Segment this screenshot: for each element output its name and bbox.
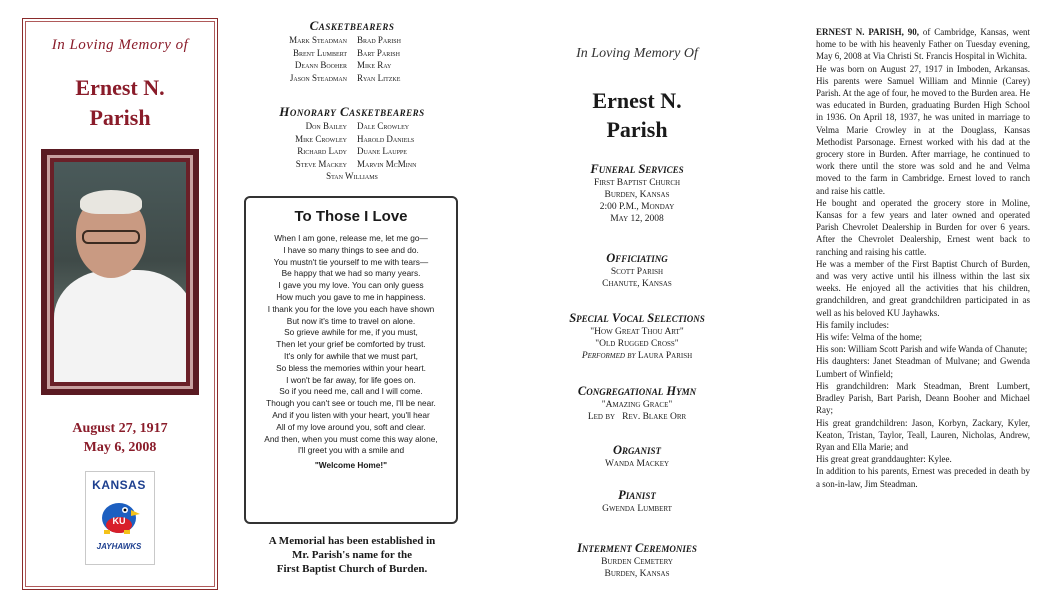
- poem-line: So if you need me, call and I will come.: [279, 386, 423, 397]
- obituary-paragraph: His grandchildren: Mark Steadman, Brent Lumbert, Bradley Parish, Bart Parish, Deann Booher and Michael Ray;: [816, 380, 1030, 416]
- poem-title: To Those I Love: [294, 208, 408, 225]
- obituary-paragraph: He was a member of the First Baptist Church of Burden, and was very active until his illness within the last six weeks. He enjoyed all the activities that his children, grandchildren, and great grandchildren participated in as well as his beloved KU Jayhawks.: [816, 258, 1030, 318]
- obituary-paragraph: He was born on August 27, 1917 in Imboden, Arkansas. His parents were Samuel William and Minnie (Carey) Parish. At the age of four, he moved to the Burden area. He was educated in Burden, graduating Burden High School in 1936. On April 18, 1937, he was united in marriage to Velma Marie Crowley in at the Douglass, Kansas Methodist Parsonage. Ernest worked with his dad at the grocery store in Burden. After marriage, he continued to work there until the store was sold and he and Velma moved to the farm in Cambridge. Ernest loved to ranch and raise his cattle.: [816, 63, 1030, 196]
- memorial-note: A Memorial has been established in Mr. Parish's name for the First Baptist Church of Burden.: [268, 535, 436, 575]
- program-panel: [520, 0, 754, 598]
- poem-line: I gave you my love. You can only guess: [278, 280, 424, 291]
- portrait-frame: [41, 149, 199, 395]
- poem-line: I thank you for the love you each have shown: [267, 303, 435, 314]
- cover-panel: [22, 18, 218, 590]
- logo-jayhawks-text: JAYHAWKS: [96, 542, 142, 551]
- cover-name-first: Ernest N.: [75, 75, 165, 100]
- poem-line: So bless the memories within your heart.: [276, 362, 426, 373]
- list-item: Stan Williams: [326, 171, 378, 181]
- obituary-lead: ERNEST N. PARISH, 90,: [816, 27, 920, 37]
- organist: Organist Wanda Mackey: [604, 443, 670, 469]
- poem-line: And if you listen with your heart, you'll hear: [272, 409, 430, 420]
- vocal-selections: Special Vocal Selections "How Great Thou Art" "Old Rugged Cross" Performed by Laura Parish: [569, 311, 705, 361]
- honorary-list: [240, 120, 464, 183]
- logo-kansas-text: KANSAS: [92, 478, 146, 492]
- poem-line: So grieve awhile for me, if you must,: [284, 327, 418, 338]
- obituary-paragraph: ERNEST N. PARISH, 90, of Cambridge, Kansas, went home to be with his heavenly Father on Tuesday evening, May 6, 2008 at Via Christi St. Francis Hospital in Wichita.: [816, 27, 1030, 62]
- list-item: Jason Steadman Ryan Litzke: [289, 72, 401, 83]
- jayhawk-logo: [85, 471, 155, 565]
- obituary-paragraph: His son: William Scott Parish and wife Wanda of Chanute;: [816, 344, 1028, 355]
- obituary-paragraph: His great grandchildren: Jason, Korbyn, Zackary, Kyler, Keaton, Tristan, Taylor, Teall, Lauren, Nicholas, Andrew, Ryan and Ella Marie; and: [816, 417, 1030, 452]
- poem-line: I won't be far away, for life goes on.: [286, 374, 416, 385]
- poem-line: And then, when you must come this way alone,: [264, 433, 438, 444]
- obituary-text: [816, 26, 1030, 490]
- program-name: Ernest N. Parish: [592, 88, 682, 142]
- list-item: Mike Crowley Harold Daniels: [295, 133, 415, 144]
- obituary-panel: [812, 0, 1030, 598]
- birth-date: August 27, 1917: [72, 421, 168, 436]
- list-item: Don Bailey Dale Crowley: [305, 121, 410, 131]
- obituary-paragraph: His family includes:: [816, 319, 889, 330]
- cover-memory-heading: In Loving Memory of: [51, 37, 189, 53]
- bearers-poem-panel: [240, 0, 464, 598]
- list-item: Brent Lumbert Bart Parish: [292, 47, 400, 58]
- casketbearers-title: Casketbearers: [309, 18, 395, 33]
- poem-closing: "Welcome Home!": [314, 460, 388, 471]
- congregational-hymn: Congregational Hymn "Amazing Grace" Led by Rev. Blake Orr: [577, 384, 697, 422]
- poem-line: I'll greet you with a smile and: [297, 445, 405, 456]
- poem-line: Though you can't see or touch me, I'll be near.: [266, 398, 436, 409]
- cover-name: [23, 73, 217, 133]
- list-item: Richard Lady Duane Lauppe: [297, 146, 407, 156]
- poem-line: I have so many things to see and do.: [283, 244, 419, 255]
- list-item: Steve Mackey Marvin McMinn: [295, 158, 417, 169]
- poem-line: When I am gone, release me, let me go—: [274, 233, 428, 243]
- list-item: Deann Booher Mike Ray: [294, 60, 392, 70]
- poem-line: Then let your grief be comforted by trust.: [276, 339, 426, 350]
- obituary-paragraph: His wife: Velma of the home;: [816, 332, 923, 343]
- program-memory-heading: In Loving Memory Of: [576, 46, 698, 61]
- poem-box: [244, 196, 458, 524]
- poem-line: But now it's time to travel on alone.: [286, 315, 416, 326]
- portrait-photo: [54, 162, 186, 382]
- poem-line: Be happy that we had so many years.: [281, 268, 421, 279]
- officiating: Officiating Scott Parish Chanute, Kansas: [602, 251, 672, 289]
- pianist: Pianist Gwenda Lumbert: [602, 488, 672, 514]
- obituary-paragraph: He bought and operated the grocery store in Moline, Kansas for a few years and later owned and operated Parish Chevrolet Dealership in Burden for over 6 years. After the Chevrolet Dealership, Ernest went back to ranching and raising his cattle.: [816, 197, 1030, 257]
- poem-line: You mustn't tie yourself to me with tears—: [273, 256, 429, 267]
- list-item: Mark Steadman Brad Parish: [289, 35, 401, 45]
- jayhawk-bird-icon: [98, 496, 140, 536]
- poem-line: It's only for awhile that we must part,: [284, 350, 418, 361]
- logo-ku-text: KU: [112, 516, 126, 526]
- interment: Interment Ceremonies Burden Cemetery Burden, Kansas: [577, 541, 697, 579]
- death-date: May 6, 2008: [83, 440, 157, 455]
- cover-name-last: Parish: [89, 105, 151, 130]
- honorary-title: Honorary Casketbearers: [279, 104, 425, 119]
- obituary-paragraph: His daughters: Janet Steadman of Mulvane; and Gwenda Lumbert of Winfield;: [816, 356, 1030, 379]
- obituary-paragraph: His great great granddaughter: Kylee.: [816, 454, 952, 465]
- casketbearers-list: [240, 34, 464, 84]
- poem-lines: [246, 233, 456, 472]
- funeral-services: Funeral Services First Baptist Church Burden, Kansas 2:00 P.M., Monday May 12, 2008: [590, 162, 684, 224]
- cover-dates: [23, 419, 217, 457]
- poem-line: How much you gave to me in happiness.: [276, 291, 426, 302]
- obituary-paragraph: In addition to his parents, Ernest was preceded in death by a son-in-law, Jim Steadman.: [816, 466, 1030, 489]
- poem-line: All of my love around you, soft and clear.: [276, 421, 426, 432]
